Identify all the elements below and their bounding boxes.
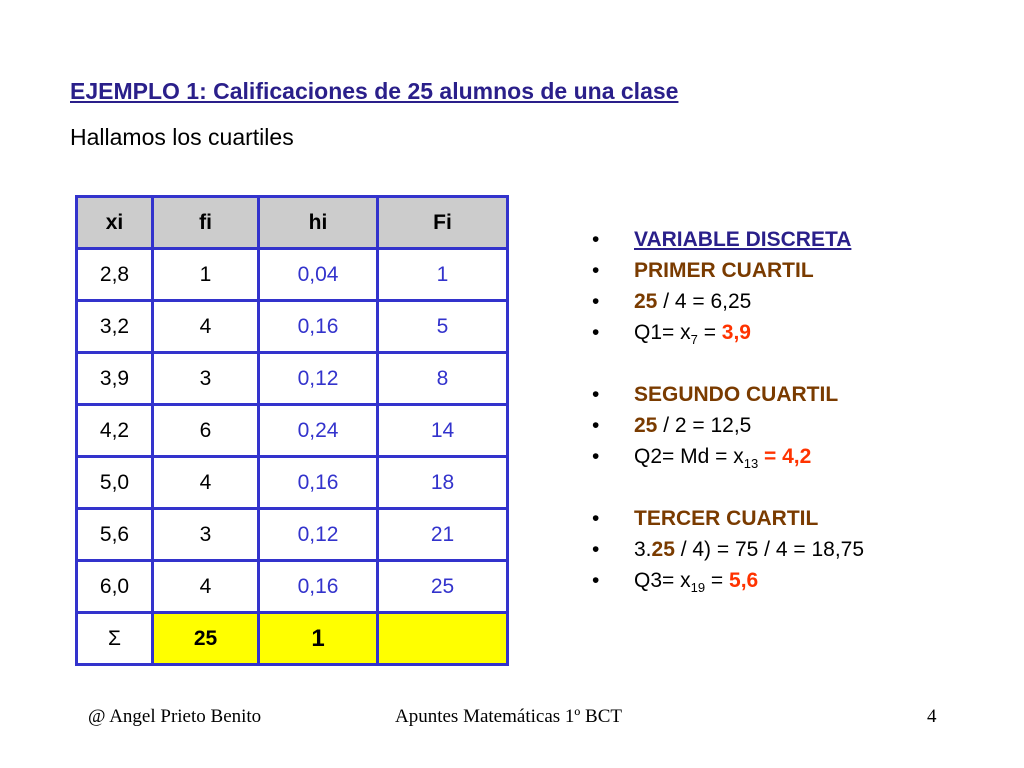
q3-calc-pre: 3. <box>634 538 652 562</box>
note-q3-calc <box>592 534 864 565</box>
footer-author: @ Angel Prieto Benito <box>88 706 262 727</box>
bullet-icon: • <box>592 569 600 593</box>
cell-hi: 0,16 <box>259 561 378 613</box>
header-hi: hi <box>259 197 378 249</box>
q1-result-pre: Q1= x <box>634 321 691 344</box>
note-q1-title <box>592 255 864 286</box>
cell-xi: 5,6 <box>77 509 153 561</box>
slide-title: EJEMPLO 1: Calificaciones de 25 alumnos de una clase <box>70 78 679 104</box>
note-variable <box>592 224 864 255</box>
table-row <box>77 509 508 561</box>
table-row <box>77 301 508 353</box>
cell-Fi: 21 <box>378 509 508 561</box>
q2-calc-n: 25 <box>634 414 658 438</box>
header-fi: fi <box>153 197 259 249</box>
q1-result-sub: 7 <box>690 332 698 348</box>
table-sum-row <box>77 613 508 665</box>
cell-hi: 0,24 <box>259 405 378 457</box>
cell-xi: 2,8 <box>77 249 153 301</box>
bullet-icon: • <box>592 321 600 344</box>
cell-hi: 0,16 <box>259 457 378 509</box>
cell-fi: 6 <box>153 405 259 457</box>
note-q1-title-text: PRIMER CUARTIL <box>634 259 814 282</box>
cell-fi: 4 <box>153 301 259 353</box>
frequency-table <box>75 195 509 666</box>
bullet-icon: • <box>592 383 600 407</box>
cell-fi: 4 <box>153 561 259 613</box>
quartile-notes <box>592 224 864 604</box>
note-q2-calc <box>592 410 864 441</box>
bullet-icon: • <box>592 414 600 438</box>
q3-result-sub: 19 <box>690 580 706 596</box>
q1-calc-n: 25 <box>634 290 658 313</box>
cell-Fi: 8 <box>378 353 508 405</box>
bullet-icon: • <box>592 538 600 562</box>
header-Fi: Fi <box>378 197 508 249</box>
bullet-icon: • <box>592 290 600 313</box>
bullet-icon: • <box>592 228 600 251</box>
table-row <box>77 353 508 405</box>
table-header-row <box>77 197 508 249</box>
q3-calc-rest: / 4) = 75 / 4 = 18,75 <box>674 538 865 562</box>
q3-result-eq: = <box>705 569 730 593</box>
sum-fi: 25 <box>153 613 259 665</box>
header-xi: xi <box>77 197 153 249</box>
q3-result-pre: Q3= x <box>634 569 691 593</box>
bullet-icon: • <box>592 445 600 469</box>
cell-xi: 5,0 <box>77 457 153 509</box>
cell-Fi: 25 <box>378 561 508 613</box>
cell-xi: 4,2 <box>77 405 153 457</box>
note-q3-title <box>592 503 864 534</box>
sum-symbol: Σ <box>77 613 153 665</box>
note-q1-calc <box>592 286 864 317</box>
q2-result-sub: 13 <box>743 456 759 472</box>
cell-Fi: 18 <box>378 457 508 509</box>
table-row <box>77 249 508 301</box>
cell-hi: 0,12 <box>259 353 378 405</box>
q2-result-value: 4,2 <box>782 445 812 469</box>
q1-calc-rest: / 4 = 6,25 <box>657 290 752 313</box>
cell-fi: 3 <box>153 353 259 405</box>
cell-xi: 3,9 <box>77 353 153 405</box>
q1-result-value: 3,9 <box>721 321 751 344</box>
bullet-icon: • <box>592 507 600 531</box>
q3-result-value: 5,6 <box>729 569 759 593</box>
note-q3-title-text: TERCER CUARTIL <box>634 507 819 531</box>
cell-fi: 3 <box>153 509 259 561</box>
cell-hi: 0,12 <box>259 509 378 561</box>
cell-Fi: 1 <box>378 249 508 301</box>
cell-hi: 0,16 <box>259 301 378 353</box>
note-q3-result <box>592 565 864 603</box>
note-q2-result <box>592 441 864 479</box>
table-row <box>77 561 508 613</box>
q2-result-eq: = <box>758 445 783 469</box>
q2-result-pre: Q2= Md = x <box>634 445 744 469</box>
cell-fi: 1 <box>153 249 259 301</box>
note-q2-title-text: SEGUNDO CUARTIL <box>634 383 839 407</box>
cell-xi: 6,0 <box>77 561 153 613</box>
q3-calc-n: 25 <box>651 538 675 562</box>
table-row <box>77 405 508 457</box>
bullet-icon: • <box>592 259 600 282</box>
sum-Fi <box>378 613 508 665</box>
slide-subtitle: Hallamos los cuartiles <box>70 124 294 150</box>
table-row <box>77 457 508 509</box>
sum-hi: 1 <box>259 613 378 665</box>
q1-result-eq: = <box>697 321 722 344</box>
cell-Fi: 14 <box>378 405 508 457</box>
note-variable-text: VARIABLE DISCRETA <box>634 228 852 251</box>
note-q2-title <box>592 379 864 410</box>
footer-page-number: 4 <box>927 706 937 727</box>
cell-fi: 4 <box>153 457 259 509</box>
cell-xi: 3,2 <box>77 301 153 353</box>
note-q1-result <box>592 317 864 355</box>
cell-hi: 0,04 <box>259 249 378 301</box>
q2-calc-rest: / 2 = 12,5 <box>657 414 752 438</box>
cell-Fi: 5 <box>378 301 508 353</box>
footer-course: Apuntes Matemáticas 1º BCT <box>395 706 622 727</box>
